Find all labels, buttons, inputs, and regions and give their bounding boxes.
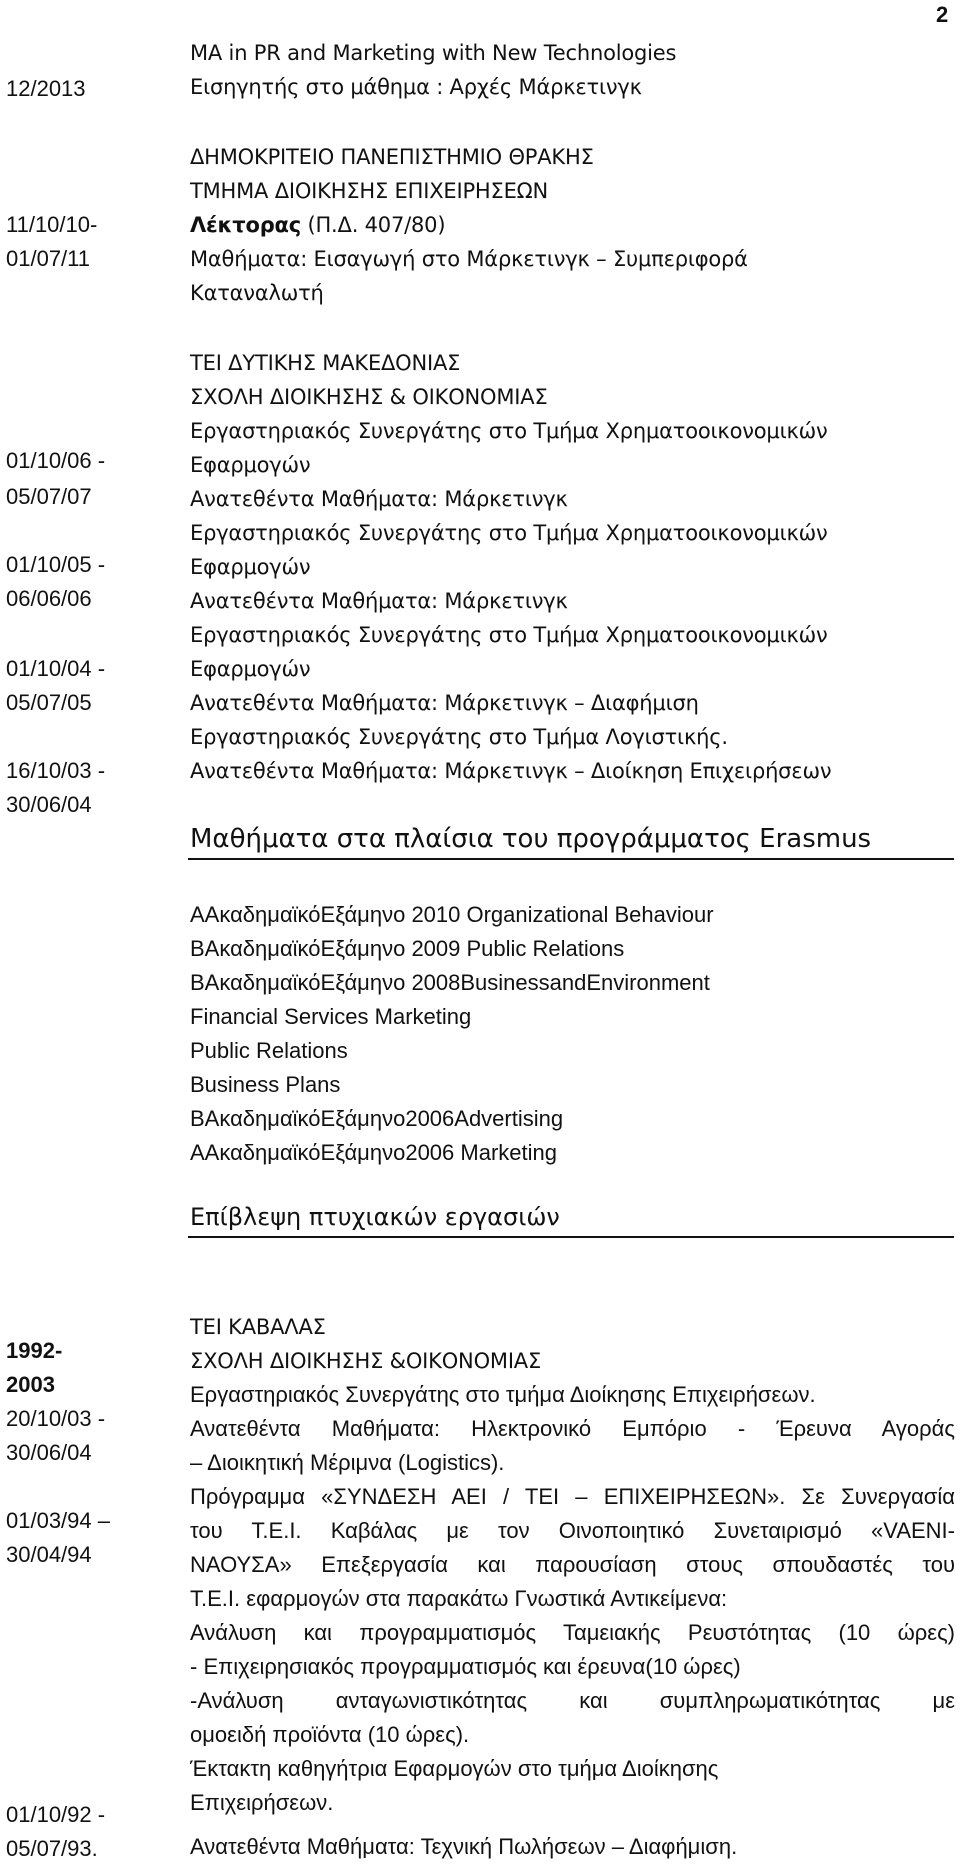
date-range: 30/04/94 xyxy=(6,1542,92,1567)
entry-line: Ανατεθέντα Μαθήματα: Μάρκετινγκ xyxy=(190,487,568,511)
entry-line: Ανατεθέντα Μαθήματα: Ηλεκτρονικό Εμπόριο - Έρευνα Αγοράς xyxy=(190,1416,955,1441)
entry-line: Εργαστηριακός Συνεργάτης στο Τμήμα Χρηματοοικονομικών xyxy=(190,521,828,545)
erasmus-item: Public Relations xyxy=(190,1038,348,1063)
page-number: 2 xyxy=(936,2,949,27)
section-heading-erasmus: Μαθήματα στα πλαίσια του προγράμματος Erasmus xyxy=(190,824,872,854)
erasmus-item: ΒΑκαδημαϊκόΕξάμηνο2006Advertising xyxy=(190,1106,564,1131)
erasmus-item: ΑΑκαδημαϊκόΕξάμηνο 2010 Organizational Behaviour xyxy=(190,902,714,927)
institution-name: ΤΕΙ ΔΥΤΙΚΗΣ ΜΑΚΕΔΟΝΙΑΣ xyxy=(190,351,461,375)
department-name: ΤΜΗΜΑ ΔΙΟΙΚΗΣΗΣ ΕΠΙΧΕΙΡΗΣΕΩΝ xyxy=(190,179,548,203)
entry-line: Ανατεθέντα Μαθήματα: Μάρκετινγκ – Διοίκηση Επιχειρήσεων xyxy=(190,759,832,783)
rank-title: Λέκτορας xyxy=(190,213,301,237)
date-range: 2003 xyxy=(6,1372,55,1397)
section-rule xyxy=(188,858,954,860)
entry-line: ομοειδή προϊόντα (10 ώρες). xyxy=(190,1722,470,1747)
entry-line: Ανατεθέντα Μαθήματα: Μάρκετινγκ xyxy=(190,589,568,613)
date-range: 11/10/10- xyxy=(6,212,98,237)
entry-line: - Επιχειρησιακός προγραμματισμός και έρευνα(10 ώρες) xyxy=(190,1654,741,1679)
date-range: 01/03/94 – xyxy=(6,1508,110,1533)
entry-line: Εφαρμογών xyxy=(190,657,311,681)
institution-name: ΤΕΙ ΚΑΒΑΛΑΣ xyxy=(190,1315,326,1339)
entry-line: Εργαστηριακός Συνεργάτης στο Τμήμα Λογιστικής. xyxy=(190,725,728,749)
date-range: 30/06/04 xyxy=(6,792,92,817)
date-range: 01/10/04 - xyxy=(6,656,106,681)
institution-name: ΔΗΜΟΚΡΙΤΕΙΟ ΠΑΝΕΠΙΣΤΗΜΙΟ ΘΡΑΚΗΣ xyxy=(190,145,594,169)
entry-line: -Ανάλυση ανταγωνιστικότητας και συμπληρωματικότητας με xyxy=(190,1688,955,1713)
entry-line: Ανατεθέντα Μαθήματα: Μάρκετινγκ – Διαφήμιση xyxy=(190,691,699,715)
entry-line: Εφαρμογών xyxy=(190,453,311,477)
section-rule xyxy=(188,1236,954,1238)
entry-line: Εργαστηριακός Συνεργάτης στο Τμήμα Χρηματοοικονομικών xyxy=(190,623,828,647)
date-range: 20/10/03 - xyxy=(6,1406,106,1431)
entry-line: Επιχειρήσεων. xyxy=(190,1790,334,1815)
entry-line: Εργαστηριακός Συνεργάτης στο τμήμα Διοίκησης Επιχειρήσεων. xyxy=(190,1382,816,1407)
department-name: ΣΧΟΛΗ ΔΙΟΙΚΗΣΗΣ & ΟΙΚΟΝΟΜΙΑΣ xyxy=(190,385,548,409)
date-range: 05/07/93. xyxy=(6,1836,98,1861)
erasmus-item: Financial Services Marketing xyxy=(190,1004,472,1029)
entry-line: ΝΑΟΥΣΑ» Επεξεργασία και παρουσίαση στους σπουδαστές του xyxy=(190,1552,955,1577)
entry-line: Ανατεθέντα Μαθήματα: Τεχνική Πωλήσεων – Διαφήμιση. xyxy=(190,1834,738,1859)
entry-line: Μαθήματα: Εισαγωγή στο Μάρκετινγκ – Συμπεριφορά xyxy=(190,247,748,271)
entry-line: – Διοικητική Μέριμνα (Logistics). xyxy=(190,1450,505,1475)
date-range: 30/06/04 xyxy=(6,1440,92,1465)
date-range: 01/07/11 xyxy=(6,246,91,271)
erasmus-item: ΒΑκαδημαϊκόΕξάμηνο 2009 Public Relations xyxy=(190,936,625,961)
entry-line: Πρόγραμμα «ΣΥΝΔΕΣΗ ΑΕΙ / ΤΕΙ – ΕΠΙΧΕΙΡΗΣΕΩΝ». Σε Συνεργασία xyxy=(190,1484,955,1509)
date-range: 01/10/92 - xyxy=(6,1802,106,1827)
date-range: 06/06/06 xyxy=(6,586,92,611)
entry-line: Έκτακτη καθηγήτρια Εφαρμογών στο τμήμα Διοίκησης xyxy=(190,1756,719,1781)
date-range: 01/10/05 - xyxy=(6,552,106,577)
entry-line: του Τ.Ε.Ι. Καβάλας με τον Οινοποιητικό Συνεταιρισμό «VAENI- xyxy=(190,1518,955,1543)
department-name: ΣΧΟΛΗ ΔΙΟΙΚΗΣΗΣ &ΟΙΚΟΝΟΜΙΑΣ xyxy=(190,1349,542,1373)
entry-line: Εργαστηριακός Συνεργάτης στο Τμήμα Χρηματοοικονομικών xyxy=(190,419,828,443)
entry-line: Τ.Ε.Ι. εφαρμογών στα παρακάτω Γνωστικά Αντικείμενα: xyxy=(190,1586,728,1611)
erasmus-item: Business Plans xyxy=(190,1072,341,1097)
entry-line: Εφαρμογών xyxy=(190,555,311,579)
date-range: 01/10/06 - xyxy=(6,448,106,473)
rank-line xyxy=(190,208,445,242)
date-range: 12/2013 xyxy=(6,76,86,101)
erasmus-item: ΑΑκαδημαϊκόΕξάμηνο2006 Marketing xyxy=(190,1140,557,1165)
date-range: 1992- xyxy=(6,1338,63,1363)
entry-line: MA in PR and Marketing with New Technologies xyxy=(190,41,677,65)
date-range: 16/10/03 - xyxy=(6,758,106,783)
entry-line: Καταναλωτή xyxy=(190,281,324,305)
section-heading-supervision: Επίβλεψη πτυχιακών εργασιών xyxy=(190,1203,560,1231)
entry-line: Ανάλυση και προγραμματισμός Ταμειακής Ρευστότητας (10 ώρες) xyxy=(190,1620,955,1645)
erasmus-item: ΒΑκαδημαϊκόΕξάμηνο 2008BusinessandEnvironment xyxy=(190,970,710,995)
date-range: 05/07/05 xyxy=(6,690,92,715)
date-range: 05/07/07 xyxy=(6,484,92,509)
rank-decree: (Π.Δ. 407/80) xyxy=(301,213,446,237)
entry-line: Εισηγητής στο μάθημα : Αρχές Μάρκετινγκ xyxy=(190,75,642,99)
